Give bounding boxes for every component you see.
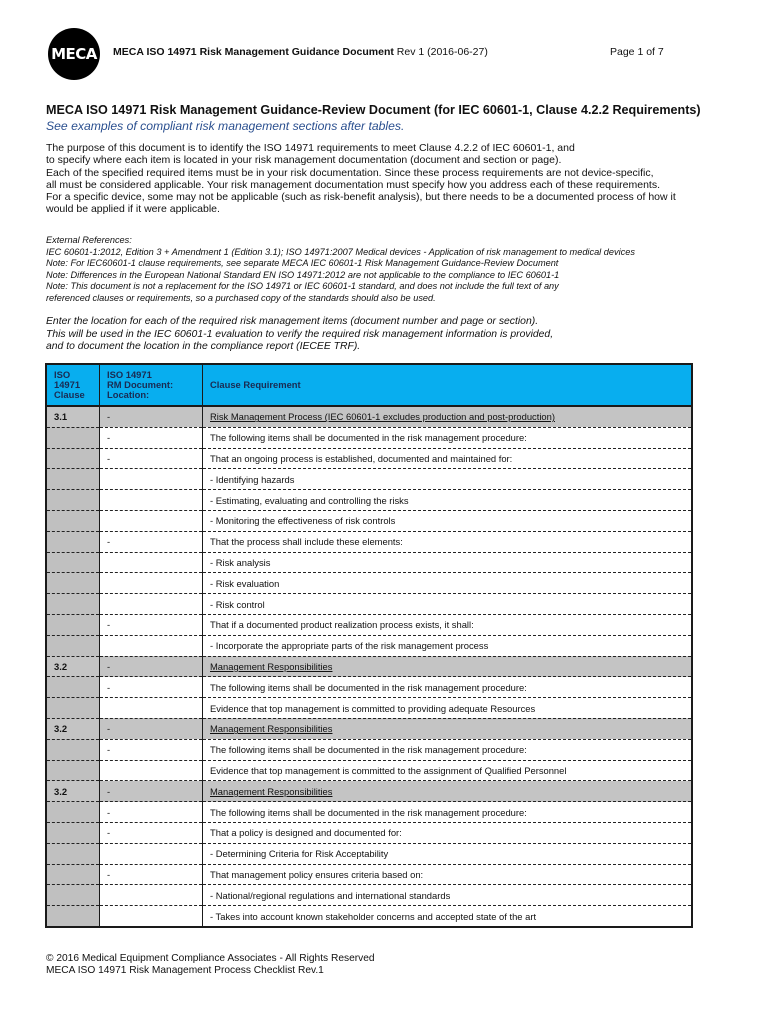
- reference-line: referenced clauses or requirements, so a purchased copy of the standards should also be used.: [46, 292, 436, 303]
- requirement-text: - Identifying hazards: [210, 473, 295, 485]
- requirement-cell: [203, 718, 693, 739]
- location-cell[interactable]: -: [100, 739, 203, 760]
- table-row: [46, 802, 692, 823]
- intro-line: all must be considered applicable. Your risk management documentation must specify how you address each of these requirements.: [46, 178, 661, 191]
- table-row: [46, 427, 692, 448]
- table-row: [46, 594, 692, 615]
- requirement-text: That management policy ensures criteria based on:: [210, 868, 424, 880]
- table-row: [46, 822, 692, 843]
- requirement-text: That if a documented product realization process exists, it shall:: [210, 619, 474, 631]
- location-cell[interactable]: -: [100, 822, 203, 843]
- clause-cell: [46, 531, 100, 552]
- instruction-line: and to document the location in the compliance report (IECEE TRF).: [46, 341, 361, 353]
- reference-line: External References:: [46, 235, 132, 245]
- table-row: [46, 698, 692, 719]
- location-cell[interactable]: [100, 760, 203, 781]
- clause-cell: [46, 864, 100, 885]
- requirement-text: - Determining Criteria for Risk Acceptability: [210, 848, 389, 860]
- requirement-cell: [203, 406, 693, 427]
- requirement-cell: [203, 906, 693, 927]
- section-row: [46, 718, 692, 739]
- location-cell[interactable]: -: [100, 718, 203, 739]
- page-number: Page 1 of 7: [610, 46, 664, 58]
- table-row: [46, 510, 692, 531]
- location-cell[interactable]: [100, 552, 203, 573]
- clause-cell: [46, 635, 100, 656]
- instruction-line: Enter the location for each of the required risk management items (document number and page or section).: [46, 316, 539, 327]
- table-row: [46, 573, 692, 594]
- header-line: ISO 14971: [107, 369, 152, 380]
- table-row: [46, 885, 692, 906]
- requirement-cell: [203, 531, 693, 552]
- header-title-bold: MECA ISO 14971 Risk Management Guidance Document: [113, 46, 394, 58]
- clause-cell: [46, 594, 100, 615]
- document-title: MECA ISO 14971 Risk Management Guidance-Review Document (for IEC 60601-1, Clause 4.2.2 Requirements): [46, 103, 701, 117]
- requirements-table: [45, 363, 693, 928]
- clause-cell: [46, 490, 100, 511]
- header-line: RM Document:: [107, 379, 174, 390]
- location-cell[interactable]: [100, 594, 203, 615]
- requirement-text: That a policy is designed and documented for:: [210, 827, 402, 839]
- requirement-cell: [203, 469, 693, 490]
- instruction-line: This will be used in the IEC 60601-1 evaluation to verify the required risk management information is provided,: [46, 328, 554, 340]
- clause-cell: [46, 677, 100, 698]
- requirement-text: That the process shall include these elements:: [210, 536, 403, 548]
- clause-cell: 3.2: [46, 656, 100, 677]
- location-cell[interactable]: -: [100, 406, 203, 427]
- location-cell[interactable]: -: [100, 614, 203, 635]
- requirement-cell: [203, 573, 693, 594]
- table-row: [46, 760, 692, 781]
- location-cell[interactable]: [100, 573, 203, 594]
- clause-cell: 3.1: [46, 406, 100, 427]
- requirement-cell: [203, 427, 693, 448]
- location-cell[interactable]: -: [100, 864, 203, 885]
- requirement-text: The following items shall be documented in the risk management procedure:: [210, 681, 527, 693]
- requirement-cell: [203, 802, 693, 823]
- document-subtitle: See examples of compliant risk management sections after tables.: [46, 119, 405, 133]
- location-cell[interactable]: -: [100, 448, 203, 469]
- header-requirement: Clause Requirement: [203, 364, 693, 406]
- table-row: [46, 614, 692, 635]
- header-line: Location:: [107, 389, 150, 400]
- requirement-cell: [203, 760, 693, 781]
- requirement-cell: [203, 448, 693, 469]
- section-heading: Management Responsibilities: [210, 660, 333, 672]
- requirement-text: - Risk control: [210, 598, 265, 610]
- location-cell[interactable]: [100, 906, 203, 927]
- section-row: [46, 406, 692, 427]
- table-row: [46, 490, 692, 511]
- clause-cell: [46, 614, 100, 635]
- intro-line: For a specific device, some may not be applicable (such as risk-benefit analysis), but there needs to be a documented process of how it: [46, 191, 676, 204]
- requirement-cell: [203, 843, 693, 864]
- location-cell[interactable]: -: [100, 656, 203, 677]
- table-row: [46, 469, 692, 490]
- requirement-text: - Risk evaluation: [210, 577, 280, 589]
- clause-cell: [46, 739, 100, 760]
- page-header-title: [113, 46, 488, 58]
- requirement-text: - Monitoring the effectiveness of risk controls: [210, 515, 396, 527]
- table-row: [46, 906, 692, 927]
- table-row: [46, 448, 692, 469]
- intro-line: Each of the specified required items must be in your risk documentation. Since these process requirements are not device-specific,: [46, 166, 654, 179]
- table-row: [46, 864, 692, 885]
- section-row: [46, 781, 692, 802]
- location-cell[interactable]: -: [100, 802, 203, 823]
- intro-line: to specify where each item is located in your risk management documentation (document and section or page).: [46, 154, 562, 167]
- location-cell[interactable]: [100, 843, 203, 864]
- instructions: [46, 316, 726, 354]
- header-line: 14971: [54, 379, 81, 390]
- footer-doc-name: MECA ISO 14971 Risk Management Process Checklist Rev.1: [46, 964, 324, 976]
- external-references: [46, 235, 726, 305]
- clause-cell: 3.2: [46, 718, 100, 739]
- page-footer: [46, 953, 375, 976]
- logo-text: MECA: [51, 45, 97, 63]
- requirement-cell: [203, 885, 693, 906]
- requirement-cell: [203, 781, 693, 802]
- clause-cell: [46, 822, 100, 843]
- location-cell[interactable]: -: [100, 781, 203, 802]
- clause-cell: 3.2: [46, 781, 100, 802]
- requirement-cell: [203, 739, 693, 760]
- header-line: Clause: [54, 389, 85, 400]
- clause-cell: [46, 427, 100, 448]
- table-row: [46, 552, 692, 573]
- clause-cell: [46, 698, 100, 719]
- table-row: [46, 739, 692, 760]
- requirement-text: The following items shall be documented in the risk management procedure:: [210, 806, 527, 818]
- requirement-cell: [203, 656, 693, 677]
- clause-cell: [46, 510, 100, 531]
- section-heading: Risk Management Process (IEC 60601-1 excludes production and post-production): [210, 411, 555, 423]
- requirement-cell: [203, 510, 693, 531]
- location-cell[interactable]: [100, 885, 203, 906]
- table-row: [46, 635, 692, 656]
- requirement-cell: [203, 635, 693, 656]
- requirement-text: The following items shall be documented in the risk management procedure:: [210, 432, 527, 444]
- header-location: [100, 364, 203, 406]
- table-row: [46, 531, 692, 552]
- requirement-text: The following items shall be documented in the risk management procedure:: [210, 744, 527, 756]
- requirement-text: - National/regional regulations and international standards: [210, 889, 451, 901]
- requirement-cell: [203, 822, 693, 843]
- header-clause: [46, 364, 100, 406]
- section-heading: Management Responsibilities: [210, 723, 333, 735]
- header-line: ISO: [54, 369, 71, 380]
- requirement-text: That an ongoing process is established, documented and maintained for:: [210, 452, 513, 464]
- table-header-row: [46, 364, 692, 406]
- requirement-cell: [203, 677, 693, 698]
- clause-cell: [46, 906, 100, 927]
- clause-cell: [46, 885, 100, 906]
- location-cell[interactable]: [100, 698, 203, 719]
- section-heading: Management Responsibilities: [210, 785, 333, 797]
- header-title-revision: Rev 1 (2016-06-27): [393, 46, 488, 58]
- location-cell[interactable]: [100, 635, 203, 656]
- requirement-text: - Risk analysis: [210, 556, 271, 568]
- location-cell[interactable]: [100, 490, 203, 511]
- footer-copyright: © 2016 Medical Equipment Compliance Associates - All Rights Reserved: [46, 953, 375, 964]
- reference-line: Note: This document is not a replacement for the ISO 14971 or IEC 60601-1 standard, and does not include the full text of any: [46, 281, 559, 292]
- reference-line: Note: Differences in the European National Standard EN ISO 14971:2012 are not applicable to the compliance to IEC 60601-1: [46, 269, 560, 280]
- clause-cell: [46, 573, 100, 594]
- clause-cell: [46, 843, 100, 864]
- requirement-text: Evidence that top management is committed to providing adequate Resources: [210, 702, 536, 714]
- location-cell[interactable]: [100, 469, 203, 490]
- location-cell[interactable]: -: [100, 427, 203, 448]
- requirement-cell: [203, 552, 693, 573]
- intro-paragraph: [46, 142, 726, 216]
- table-row: [46, 677, 692, 698]
- location-cell[interactable]: -: [100, 677, 203, 698]
- meca-logo: [48, 28, 100, 80]
- clause-cell: [46, 552, 100, 573]
- requirement-cell: [203, 864, 693, 885]
- requirement-text: - Takes into account known stakeholder concerns and accepted state of the art: [210, 910, 537, 922]
- location-cell[interactable]: [100, 510, 203, 531]
- requirement-cell: [203, 490, 693, 511]
- requirement-text: Evidence that top management is committed to the assignment of Qualified Personnel: [210, 764, 567, 776]
- intro-line: The purpose of this document is to identify the ISO 14971 requirements to meet Clause 4.2.2 of IEC 60601-1, and: [46, 142, 575, 154]
- clause-cell: [46, 760, 100, 781]
- requirement-text: - Incorporate the appropriate parts of the risk management process: [210, 640, 489, 652]
- requirement-cell: [203, 698, 693, 719]
- requirement-cell: [203, 614, 693, 635]
- clause-cell: [46, 448, 100, 469]
- location-cell[interactable]: -: [100, 531, 203, 552]
- clause-cell: [46, 802, 100, 823]
- reference-line: IEC 60601-1:2012, Edition 3 + Amendment 1 (Edition 3.1); ISO 14971:2007 Medical devices - Application of risk management to medical devices: [46, 246, 635, 257]
- clause-cell: [46, 469, 100, 490]
- requirement-text: - Estimating, evaluating and controlling the risks: [210, 494, 409, 506]
- table-row: [46, 843, 692, 864]
- requirement-cell: [203, 594, 693, 615]
- intro-line: would be applied if it were applicable.: [46, 203, 220, 216]
- section-row: [46, 656, 692, 677]
- reference-line: Note: For IEC60601-1 clause requirements, see separate MECA IEC 60601-1 Risk Management Guidance-Review Document: [46, 258, 559, 269]
